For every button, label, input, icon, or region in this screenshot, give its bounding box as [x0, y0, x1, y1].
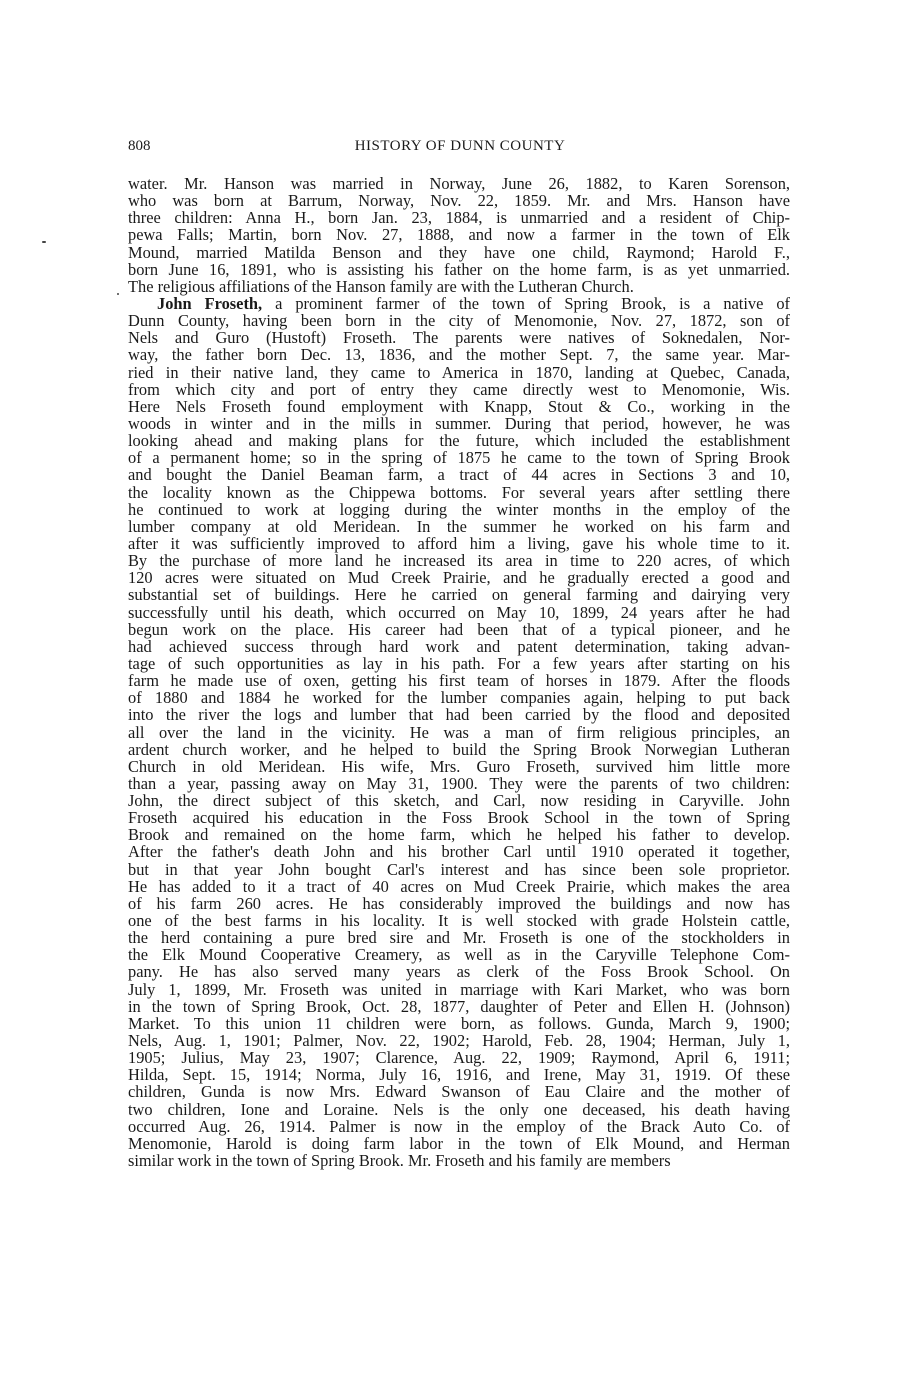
text-line: ried in their native land, they came to America in 1870, landing at Quebec, Canada,: [128, 362, 790, 382]
text-line: tage of such opportunities as lay in his path. For a few years after starting on his: [128, 653, 790, 673]
text-line: farm he made use of oxen, getting his first team of horses in 1879. After the floods: [128, 671, 790, 691]
text-line: He has added to it a tract of 40 acres on Mud Creek Prairie, which makes the area: [128, 876, 790, 896]
text-line: Menomonie, Harold is doing farm labor in the town of Elk Mound, and Herman: [128, 1133, 790, 1153]
text-line: of 1880 and 1884 he worked for the lumber companies again, helping to put back: [128, 688, 790, 708]
text-line: one of the best farms in his locality. It is well stocked with grade Holstein cattle,: [128, 911, 790, 931]
text-line: and bought the Daniel Beaman farm, a tract of 44 acres in Sections 3 and 10,: [128, 465, 790, 485]
text-line: from which city and port of entry they came directly west to Menomonie, Wis.: [128, 379, 790, 399]
text-line: 1905; Julius, May 23, 1907; Clarence, Aug. 22, 1909; Raymond, April 6, 1911;: [128, 1048, 790, 1068]
text-line: after it was sufficiently improved to afford him a living, gave his whole time to it.: [128, 533, 790, 553]
line-text: a prominent farmer of the town of Spring Brook, is a native of: [262, 293, 791, 313]
text-line: Church in old Meridean. His wife, Mrs. Guro Froseth, survived him little more: [128, 756, 790, 776]
text-line: woods in winter and in the mills in summer. During that period, however, he was: [128, 413, 790, 433]
text-line: July 1, 1899, Mr. Froseth was united in marriage with Kari Market, who was born: [128, 979, 790, 999]
text-line: Here Nels Froseth found employment with Knapp, Stout & Co., working in the: [128, 396, 790, 416]
text-line: 120 acres were situated on Mud Creek Prairie, and he gradually erected a good and: [128, 568, 790, 588]
text-line: of his farm 260 acres. He has considerably improved the buildings and now has: [128, 893, 790, 913]
text-line: the locality known as the Chippewa bottoms. For several years after settling there: [128, 482, 790, 502]
text-line: [128, 295, 790, 312]
text-line: into the river the logs and lumber that had been carried by the flood and deposited: [128, 705, 790, 725]
text-line: pany. He has also served many years as clerk of the Foss Brook School. On: [128, 962, 790, 982]
text-line: looking ahead and making plans for the future, which included the establishment: [128, 431, 790, 451]
text-line: Brook and remained on the home farm, which he helped his father to develop.: [128, 825, 790, 845]
text-line: had achieved success through hard work and patent determination, taking advan-: [128, 636, 790, 656]
text-line: lumber company at old Meridean. In the summer he worked on his farm and: [128, 516, 790, 536]
text-line: begun work on the place. His career had been that of a typical pioneer, and he: [128, 619, 790, 639]
text-line: but in that year John bought Carl's interest and has since been sole proprietor.: [128, 859, 790, 879]
text-line: the herd containing a pure bred sire and Mr. Froseth is one of the stockholders in: [128, 928, 790, 948]
scan-speck: [42, 241, 46, 243]
subject-name: John Froseth,: [157, 293, 263, 313]
text-line: who was born at Barrum, Norway, Nov. 22, 1859. Mr. and Mrs. Hanson have: [128, 191, 790, 211]
text-line: three children: Anna H., born Jan. 23, 1884, is unmarried and a resident of Chip-: [128, 208, 790, 228]
text-line: Market. To this union 11 children were born, as follows. Gunda, March 9, 1900;: [128, 1013, 790, 1033]
text-line: in the town of Spring Brook, Oct. 28, 1877, daughter of Peter and Ellen H. (Johnson): [128, 996, 790, 1016]
text-line: Mound, married Matilda Benson and they have one child, Raymond; Harold F.,: [128, 242, 790, 262]
text-line: Froseth acquired his education in the Foss Brook School in the town of Spring: [128, 808, 790, 828]
text-line: successfully until his death, which occurred on May 10, 1899, 24 years after he had: [128, 602, 790, 622]
text-line: than a year, passing away on May 31, 1900. They were the parents of two children:: [128, 773, 790, 793]
text-line: born June 16, 1891, who is assisting his father on the home farm, is as yet unmarried.: [128, 259, 790, 279]
text-line: all over the land in the vicinity. He was a man of firm religious principles, an: [128, 722, 790, 742]
text-line: pewa Falls; Martin, born Nov. 27, 1888, and now a farmer in the town of Elk: [128, 225, 790, 245]
running-title: HISTORY OF DUNN COUNTY: [354, 138, 566, 154]
text-line: The religious affiliations of the Hanson family are with the Lutheran Church.: [128, 276, 634, 296]
text-line: John, the direct subject of this sketch, and Carl, now residing in Caryville. John: [128, 791, 790, 811]
text-line: After the father's death John and his brother Carl until 1910 operated it together,: [128, 842, 790, 862]
text-line: two children, Ione and Loraine. Nels is the only one deceased, his death having: [128, 1099, 790, 1119]
body-text: [128, 175, 790, 1169]
text-line: water. Mr. Hanson was married in Norway, June 26, 1882, to Karen Sorenson,: [128, 174, 790, 193]
text-line: By the purchase of more land he increased its area in time to 220 acres, of which: [128, 551, 790, 571]
text-line: ardent church worker, and he helped to build the Spring Brook Norwegian Lutheran: [128, 739, 790, 759]
page-number: 808: [128, 138, 151, 154]
text-line: Nels, Aug. 1, 1901; Palmer, Nov. 22, 1902; Harold, Feb. 28, 1904; Herman, July 1,: [128, 1031, 790, 1051]
text-line: Hilda, Sept. 15, 1914; Norma, July 16, 1916, and Irene, May 31, 1919. Of these: [128, 1065, 790, 1085]
text-line: he continued to work at logging during the winter months in the employ of the: [128, 499, 790, 519]
text-line: occurred Aug. 26, 1914. Palmer is now in the employ of the Brack Auto Co. of: [128, 1116, 790, 1136]
page-header: [128, 137, 792, 155]
text-line: of a permanent home; so in the spring of 1875 he came to the town of Spring Brook: [128, 448, 790, 468]
scan-speck: [117, 293, 119, 295]
text-line: Dunn County, having been born in the city of Menomonie, Nov. 27, 1872, son of: [128, 311, 790, 331]
text-line: substantial set of buildings. Here he carried on general farming and dairying very: [128, 585, 790, 605]
text-line: children, Gunda is now Mrs. Edward Swanson of Eau Claire and the mother of: [128, 1082, 790, 1102]
text-line: the Elk Mound Cooperative Creamery, as well as in the Caryville Telephone Com-: [128, 945, 790, 965]
text-line: similar work in the town of Spring Brook. Mr. Froseth and his family are members: [128, 1151, 671, 1171]
text-line: way, the father born Dec. 13, 1836, and the mother Sept. 7, the same year. Mar-: [128, 345, 790, 365]
text-line: Nels and Guro (Hustoft) Froseth. The parents were natives of Soknedalen, Nor-: [128, 328, 790, 348]
